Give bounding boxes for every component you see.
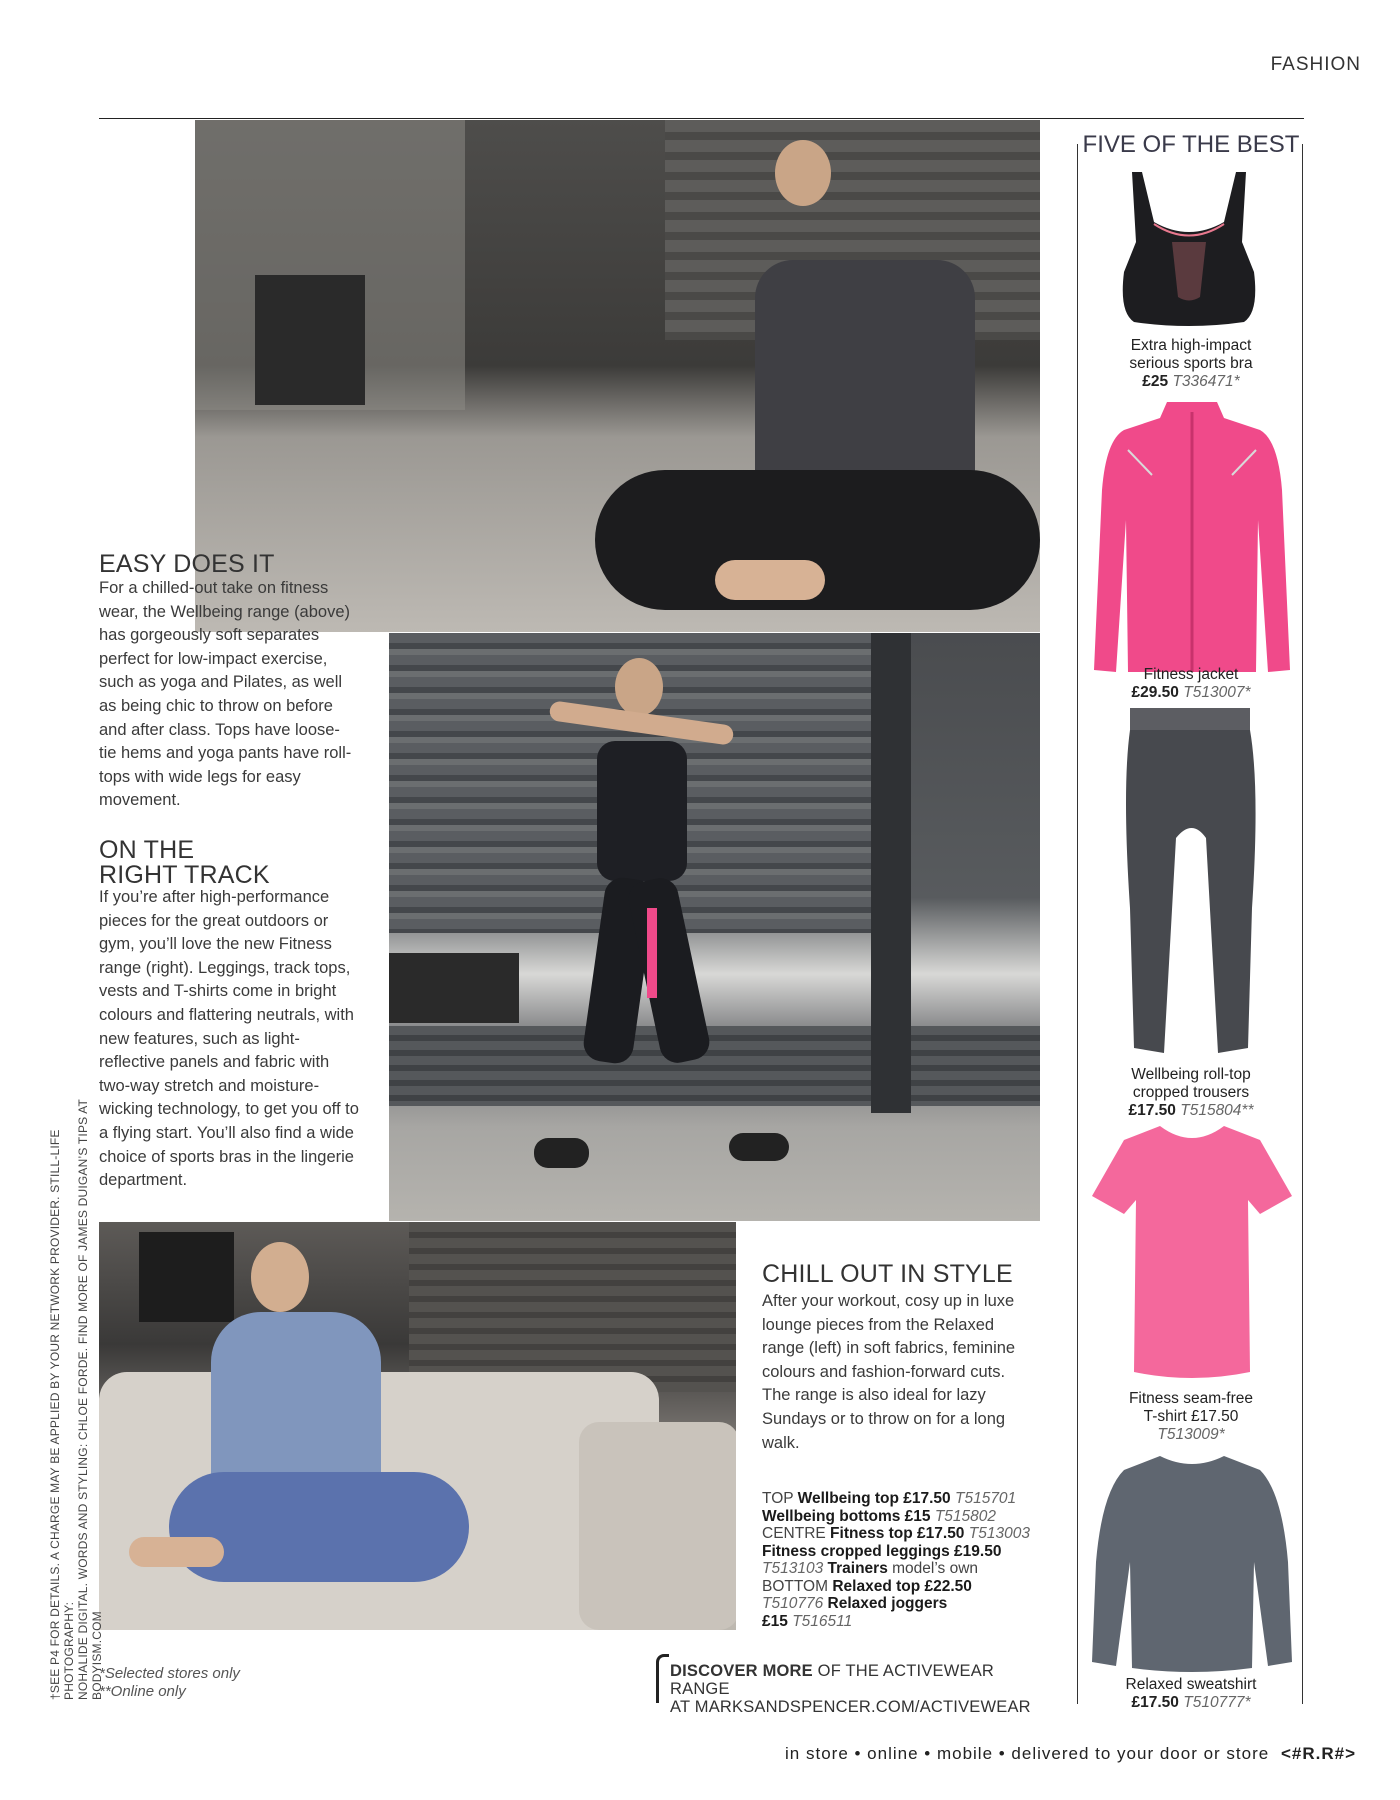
- side-credits-line1: †SEE P4 FOR DETAILS. A CHARGE MAY BE APPLIED BY YOUR NETWORK PROVIDER. STILL-LIFE PHOTOGRAPHY:: [48, 1129, 76, 1700]
- sidebar-title: FIVE OF THE BEST: [1082, 131, 1300, 158]
- footnote-selected-stores: *Selected stores only: [99, 1665, 240, 1682]
- sports-bra-image: [1114, 172, 1264, 332]
- credit-code: T516511: [792, 1612, 853, 1630]
- product-caption: [1080, 1676, 1302, 1712]
- track-body: If you’re after high-performance pieces for the great outdoors or gym, you’ll love the new Fitness range (right). Leggings, track tops, vests and T-shirts come in bright colours and flattering neutrals, with new features, such as light-reflective panels and fabric with two-way stretch and moisture-wicking technology, to get you off to a flying start. You’ll also find a wide choice of sports bras in the lingerie department.: [99, 888, 359, 1190]
- credit-code: T515802: [934, 1507, 997, 1525]
- top-rule: [99, 118, 1304, 119]
- easy-heading: EASY DOES IT: [99, 550, 275, 578]
- product-name: cropped trousers: [1132, 1084, 1250, 1101]
- photo-wellbeing-seated: [195, 120, 1040, 632]
- chill-heading: CHILL OUT IN STYLE: [762, 1260, 1013, 1288]
- page-number: <#R.R#>: [1280, 1744, 1356, 1763]
- sidebar-border-left: [1077, 144, 1078, 1704]
- product-code: T510777*: [1183, 1694, 1251, 1711]
- discover-url[interactable]: AT MARKSANDSPENCER.COM/ACTIVEWEAR: [670, 1698, 1031, 1716]
- credit-item: Fitness cropped leggings £19.50: [762, 1542, 1002, 1560]
- product-caption: [1080, 666, 1302, 702]
- footer-strip: [785, 1744, 1356, 1764]
- credit-label-centre: CENTRE: [762, 1525, 826, 1542]
- discover-rest: OF THE ACTIVEWEAR RANGE: [670, 1662, 995, 1698]
- credit-code: T513103: [762, 1560, 824, 1577]
- seam-free-tshirt-image: [1090, 1122, 1294, 1382]
- product-name: Wellbeing roll-top: [1131, 1066, 1251, 1083]
- credit-label-top: TOP: [762, 1490, 794, 1507]
- relaxed-sweatshirt-image: [1090, 1452, 1294, 1678]
- credit-code: T515701: [954, 1490, 1017, 1507]
- product-code: T336471*: [1172, 373, 1240, 390]
- credit-item: Wellbeing top £17.50: [797, 1490, 951, 1507]
- chill-body: After your workout, cosy up in luxe lounge pieces from the Relaxed range (left) in soft fabrics, feminine colours and fashion-forward cuts. The range is also ideal for lazy Sundays or to throw on for a long walk.: [762, 1292, 1016, 1452]
- product-price: £25: [1142, 373, 1169, 390]
- credit-note: model’s own: [892, 1560, 979, 1577]
- footnote-online-only: **Online only: [99, 1683, 186, 1700]
- side-credits-line2: NOHALIDE DIGITAL. WORDS AND STYLING: CHLOE FORDE. FIND MORE OF JAMES DUIGAN’S TIPS AT BODYISM.COM: [76, 1099, 104, 1700]
- credit-item: Wellbeing bottoms £15: [762, 1507, 931, 1525]
- track-heading: [99, 838, 270, 888]
- product-name: T-shirt £17.50: [1143, 1408, 1239, 1425]
- photo-relaxed-sofa: [99, 1222, 736, 1630]
- side-credits: [48, 1060, 104, 1700]
- credit-item: Relaxed top £22.50: [832, 1577, 972, 1595]
- product-name: Fitness jacket: [1143, 666, 1239, 683]
- credit-code: T510776: [762, 1595, 824, 1612]
- track-heading-line1: ON THE: [99, 836, 195, 864]
- roll-top-trousers-image: [1120, 708, 1260, 1058]
- product-caption: [1080, 1390, 1302, 1444]
- product-name: serious sports bra: [1129, 355, 1253, 372]
- discover-bold: DISCOVER MORE: [670, 1662, 813, 1680]
- credit-item: Trainers: [827, 1560, 888, 1577]
- product-name: Extra high-impact: [1130, 337, 1252, 354]
- credit-item: £15: [762, 1612, 788, 1630]
- product-name: Fitness seam-free: [1128, 1390, 1254, 1407]
- sidebar-border-right: [1302, 144, 1303, 1704]
- section-label: FASHION: [1270, 54, 1361, 75]
- credit-item: Fitness top £17.50: [830, 1525, 965, 1542]
- discover-more-link[interactable]: [656, 1654, 1042, 1716]
- credit-item: Relaxed joggers: [827, 1595, 948, 1612]
- footnotes: [99, 1665, 240, 1701]
- credit-code: T513003: [968, 1525, 1030, 1542]
- bracket-decoration: [656, 1654, 669, 1703]
- footer-channels: in store • online • mobile • delivered to your door or store: [785, 1744, 1270, 1763]
- credit-label-bottom: BOTTOM: [762, 1577, 829, 1595]
- product-code: T513009*: [1157, 1426, 1225, 1443]
- product-caption: [1080, 1066, 1302, 1120]
- easy-body: For a chilled-out take on fitness wear, the Wellbeing range (above) has gorgeously soft separates perfect for low-impact exercise, such as yoga and Pilates, as well as being chic to throw on before and after class. Tops have loose-tie hems and yoga pants have roll-tops with wide legs for easy movement.: [99, 579, 352, 810]
- product-price: £17.50: [1128, 1102, 1176, 1119]
- product-name: Relaxed sweatshirt: [1125, 1676, 1257, 1693]
- product-price: £29.50: [1131, 684, 1179, 701]
- product-price: £17.50: [1131, 1694, 1179, 1711]
- product-caption: [1080, 337, 1302, 391]
- fitness-jacket-image: [1092, 400, 1292, 680]
- product-code: T513007*: [1183, 684, 1251, 701]
- product-code: T515804**: [1180, 1102, 1254, 1119]
- track-heading-line2: RIGHT TRACK: [99, 861, 270, 889]
- product-credits: [762, 1490, 1052, 1630]
- photo-fitness-standing: [389, 633, 1040, 1221]
